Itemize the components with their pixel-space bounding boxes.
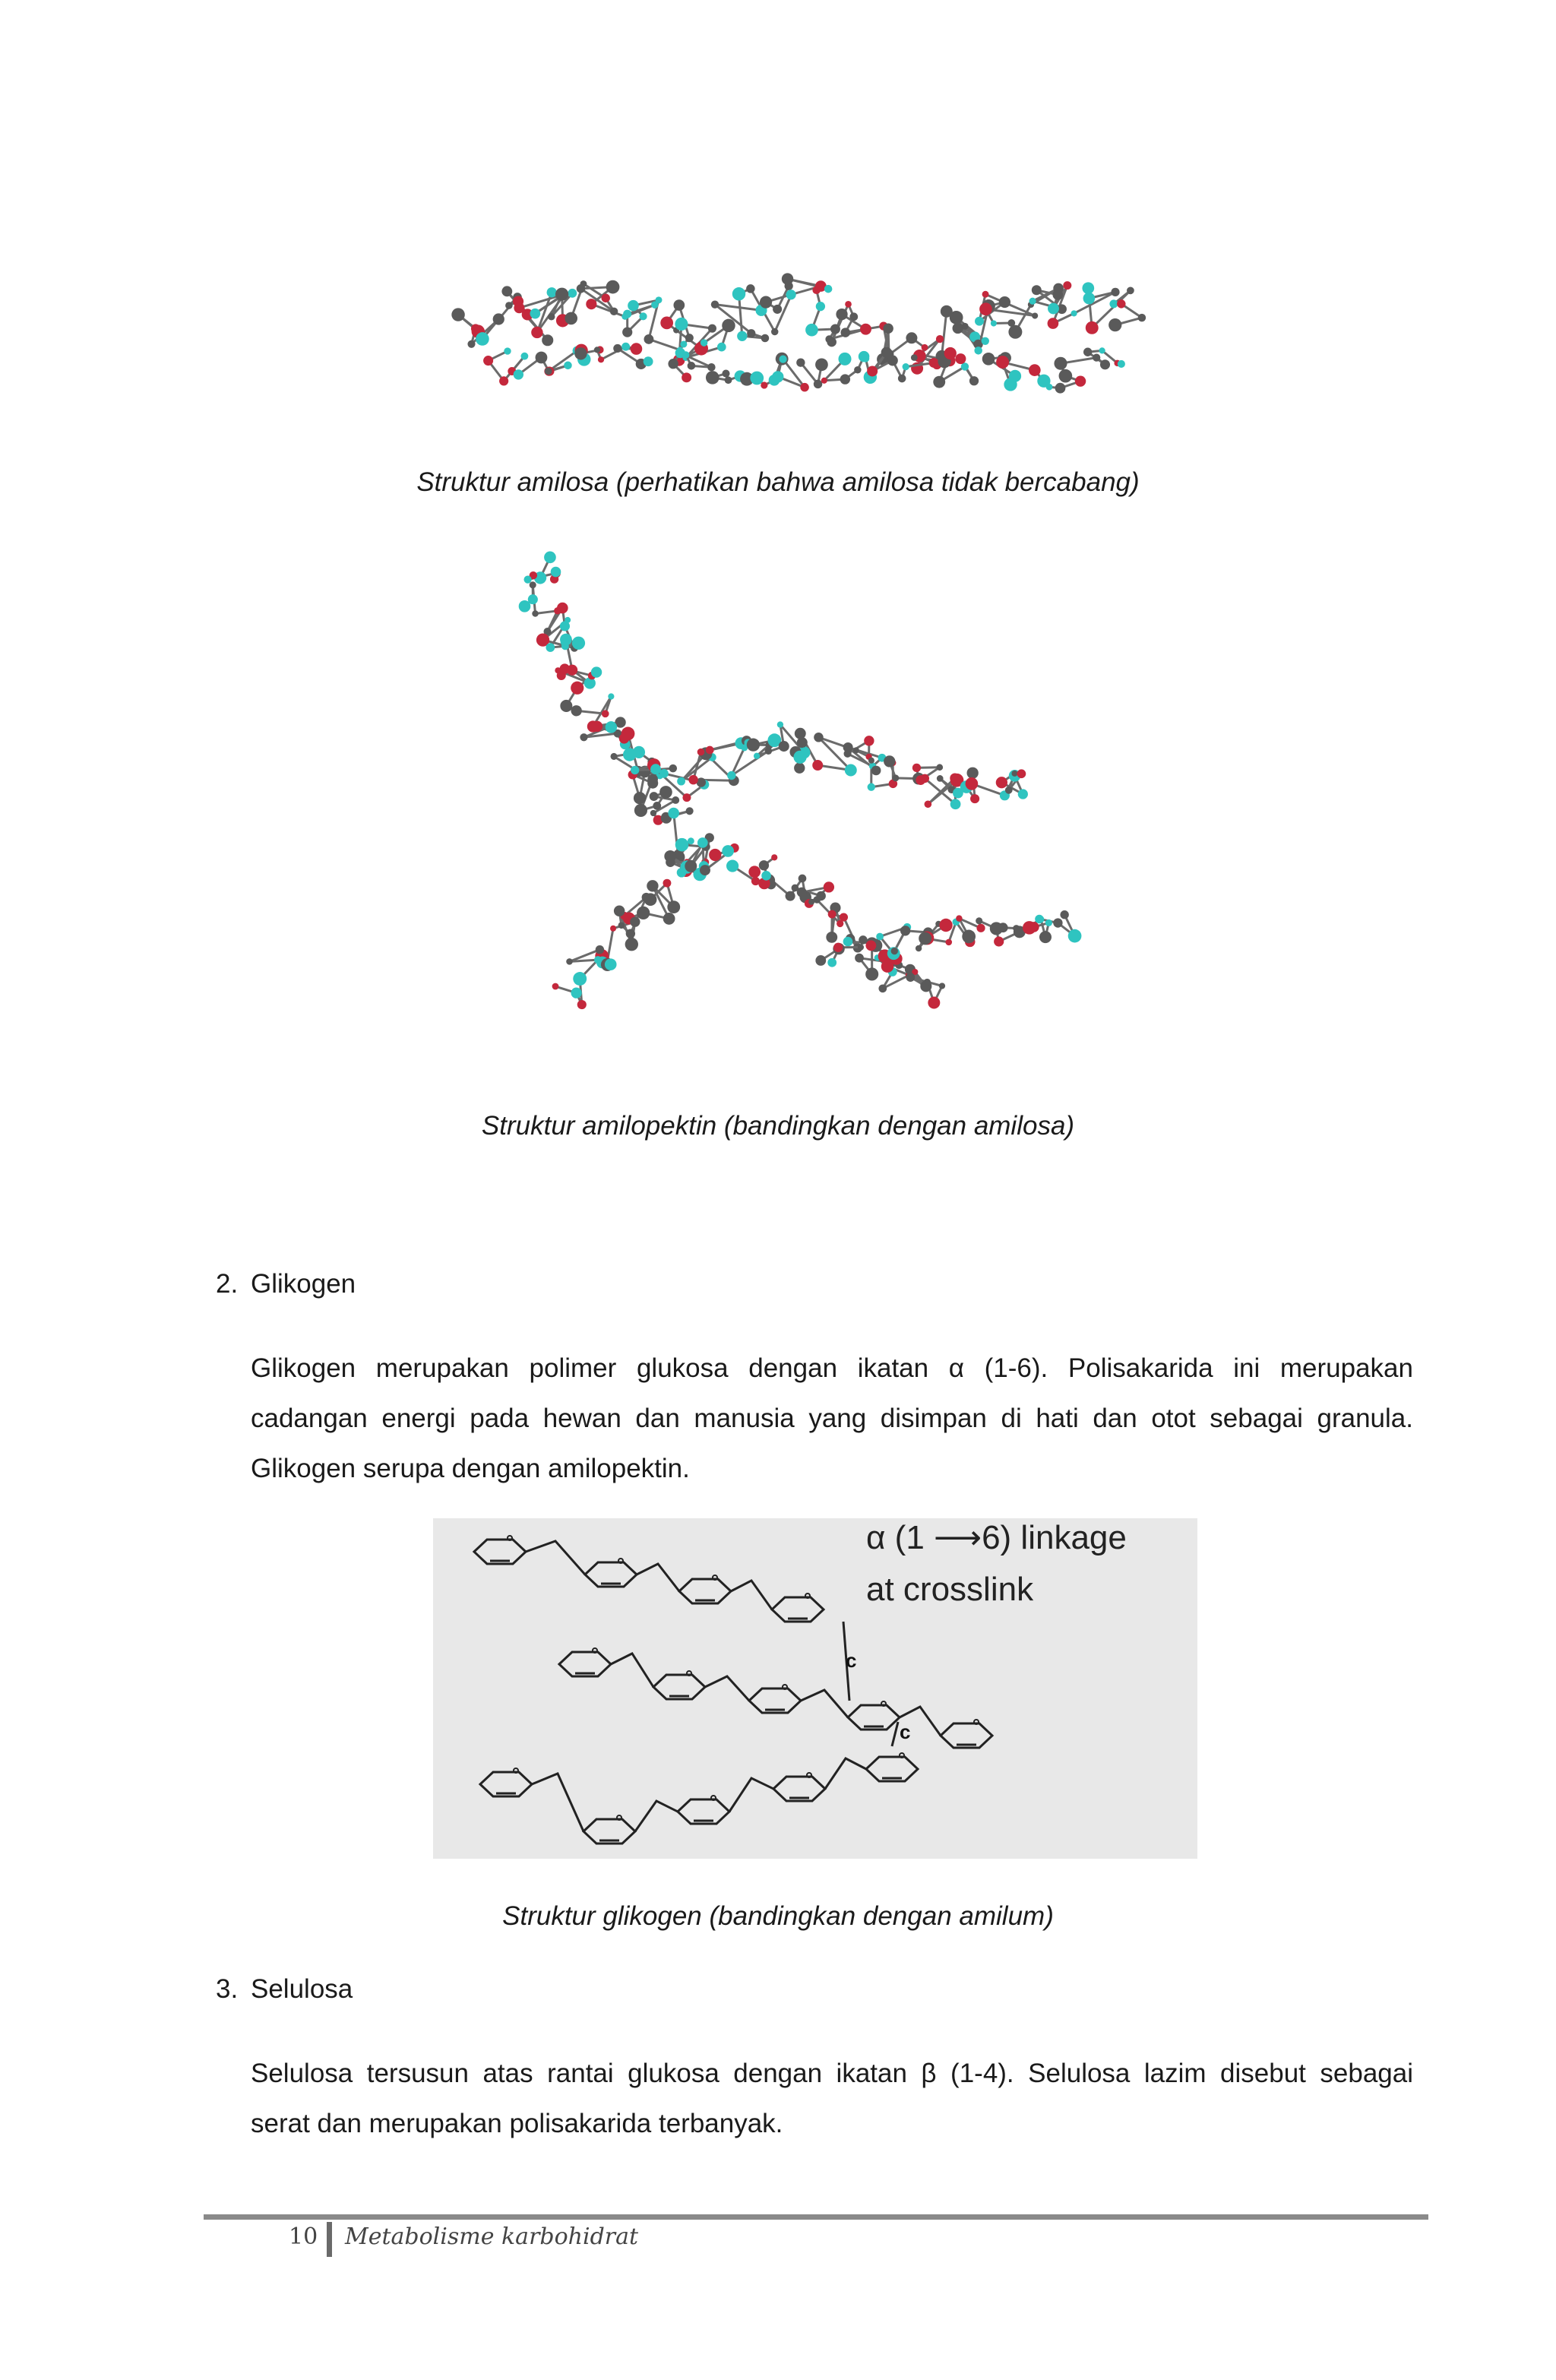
section-title: Selulosa [251,1974,353,2004]
section-number: 3. [216,1974,239,2004]
amylose-caption: Struktur amilosa (perhatikan bahwa amilosa tidak bercabang) [416,467,1140,497]
paragraph-line: Glikogen serupa dengan amilopektin. [251,1454,690,1483]
section-title: Glikogen [251,1269,356,1299]
carbon-label: c [846,1649,857,1672]
footer-divider [327,2222,332,2257]
page-number: 10 [289,2223,318,2250]
crosslink-label: at crosslink [866,1571,1034,1608]
paragraph-line: Selulosa tersusun atas rantai glukosa dengan ikatan β (1-4). Selulosa lazim disebut sebagai [251,2059,1413,2088]
glycogen-diagram [433,1518,1197,1859]
amylopectin-molecule-image [501,532,1140,1064]
glycogen-figure [433,1518,1197,1859]
paragraph-line: cadangan energi pada hewan dan manusia yang disimpan di hati dan otot sebagai granula. [251,1404,1413,1433]
footer-title: Metabolisme karbohidrat [345,2223,639,2250]
linkage-label: α (1 ⟶6) linkage [866,1519,1127,1556]
footer-rule [204,2214,1428,2220]
amylose-figure [448,214,1178,427]
section-heading-glikogen [216,1269,356,1299]
section-number: 2. [216,1269,239,1299]
section-heading-selulosa [216,1974,353,2005]
amylopectin-figure [501,532,1140,1064]
paragraph-line: Glikogen merupakan polimer glukosa dengan ikatan α (1-6). Polisakarida ini merupakan [251,1353,1413,1383]
paragraph-line: serat dan merupakan polisakarida terbanyak. [251,2109,783,2138]
amylopectin-caption: Struktur amilopektin (bandingkan dengan amilosa) [481,1111,1075,1141]
carbon-label: c [900,1720,911,1743]
selulosa-paragraph [251,2049,1413,2149]
amylose-molecule-image [448,214,1178,427]
glycogen-caption: Struktur glikogen (bandingkan dengan amilum) [502,1901,1054,1931]
glikogen-paragraph [251,1343,1413,1494]
